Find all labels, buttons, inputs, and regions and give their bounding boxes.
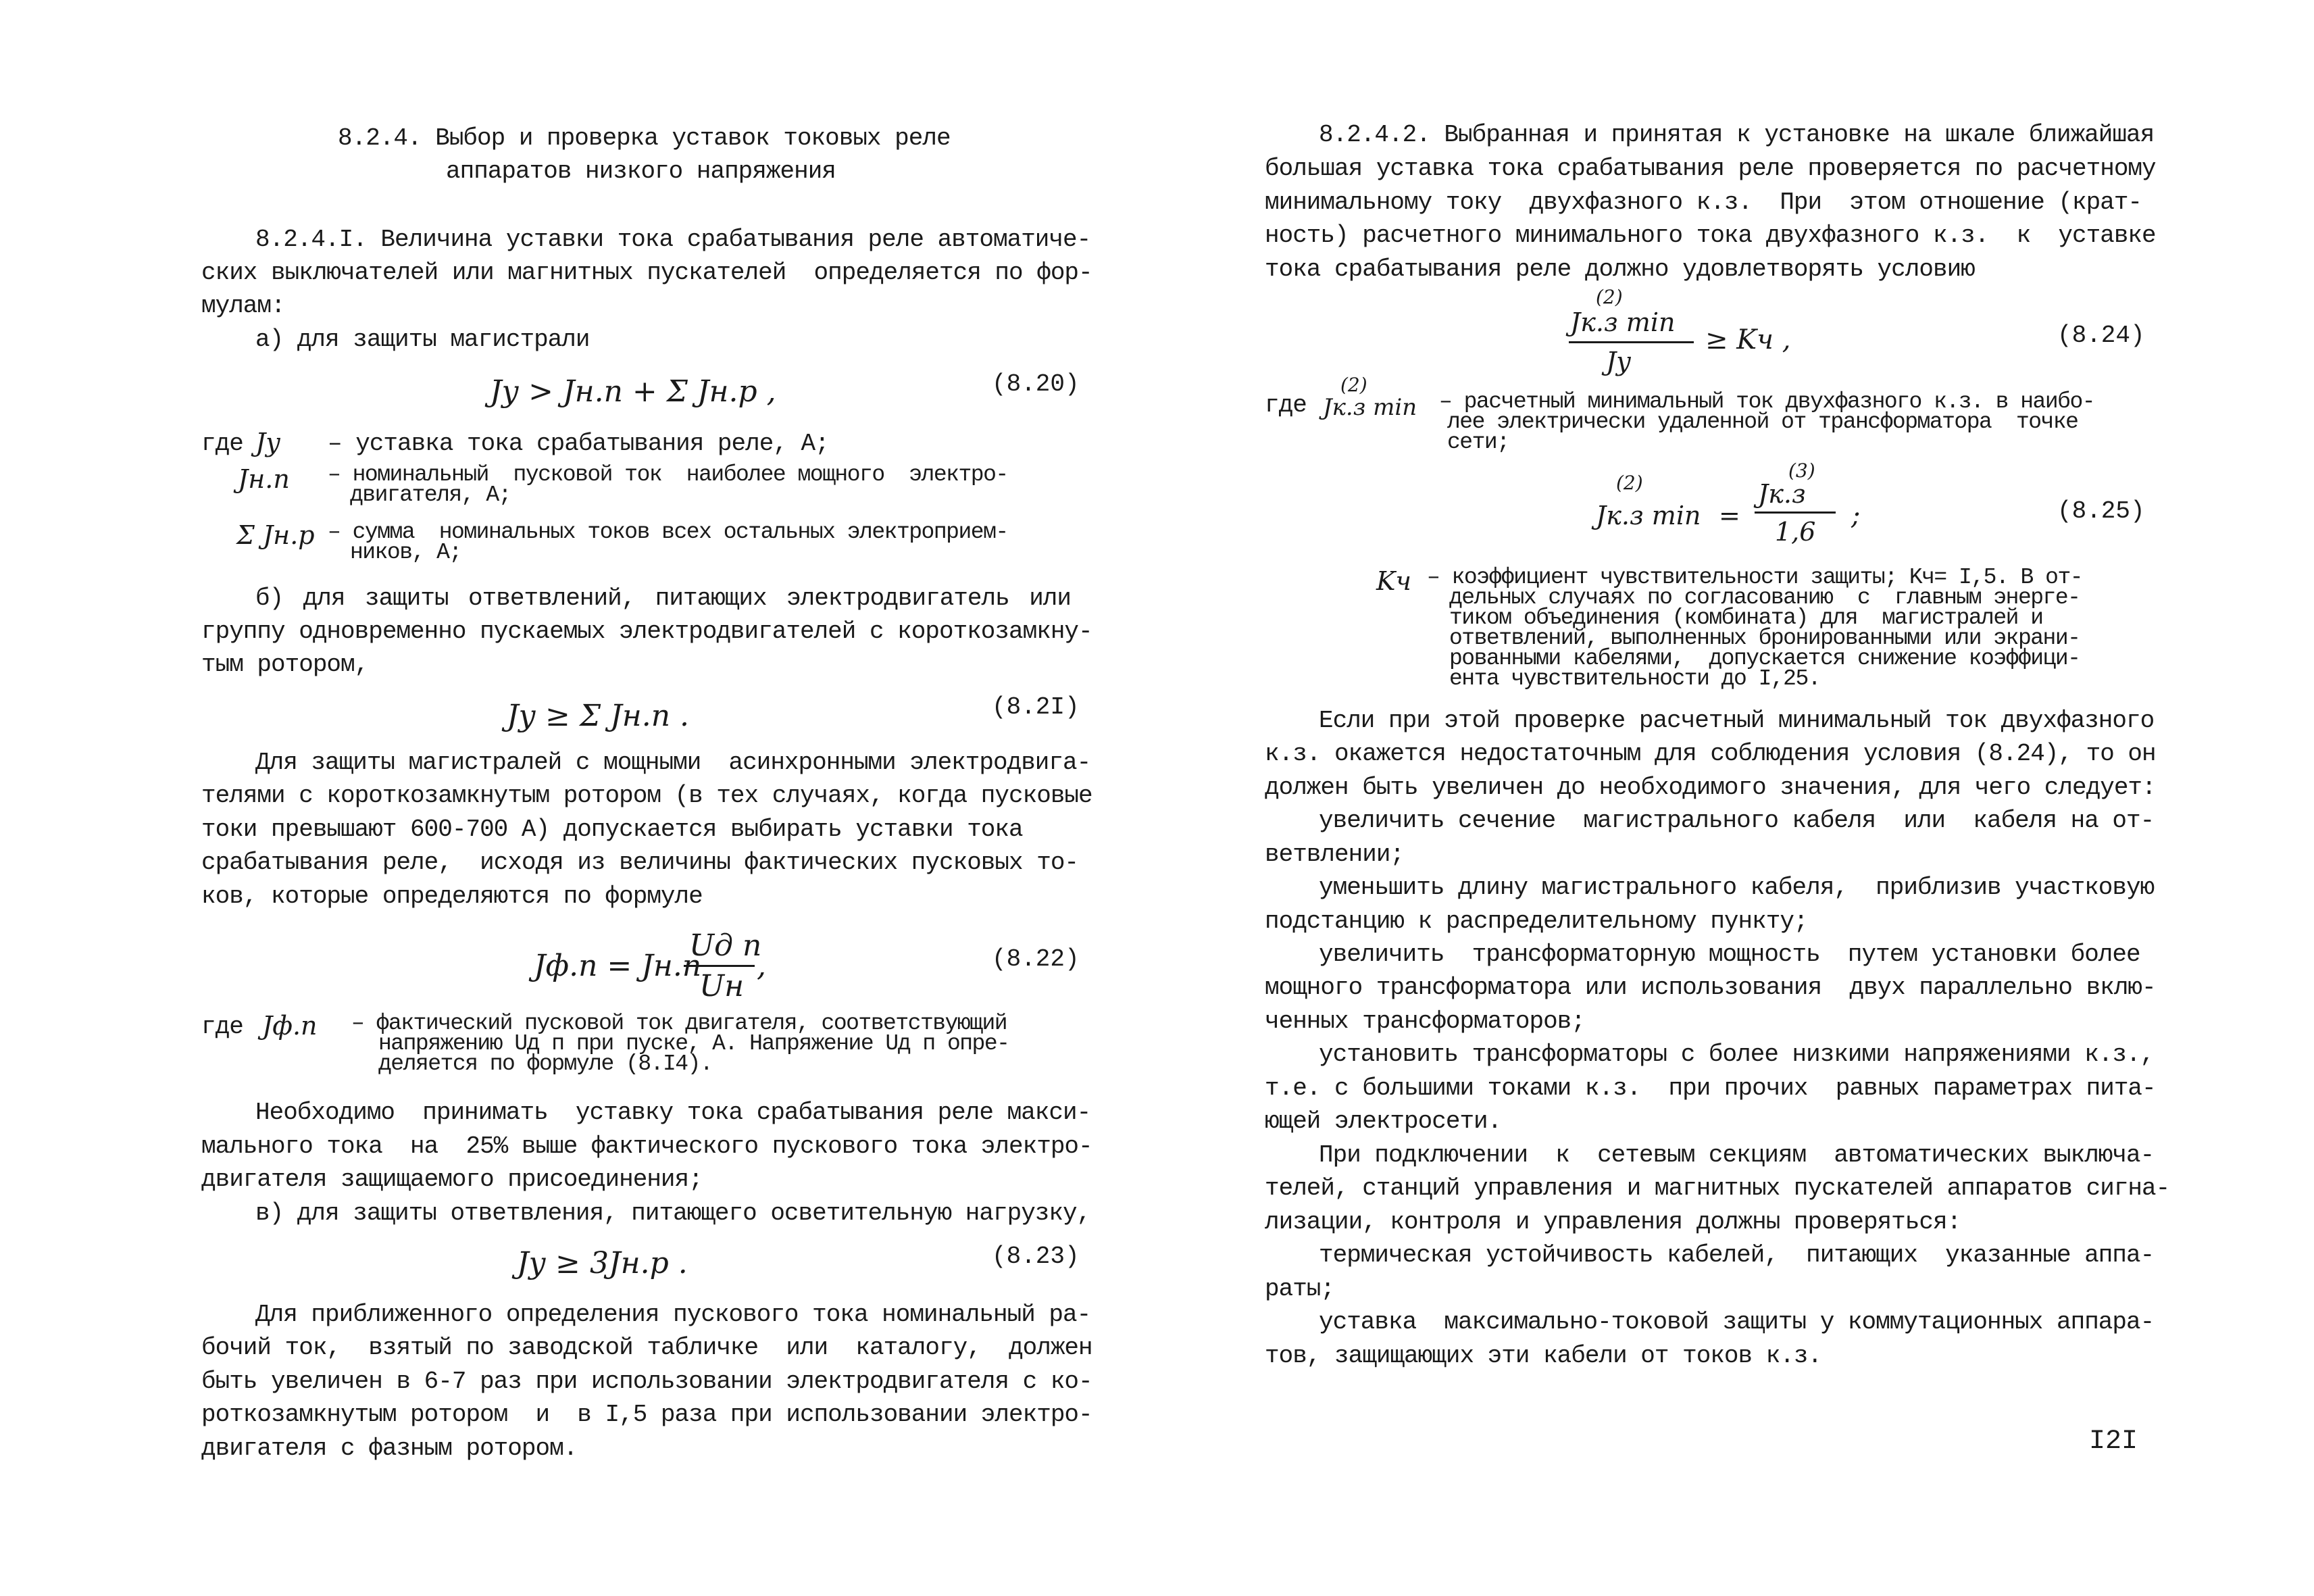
- para-2-line-1: Для защиты магистралей с мощными асинхронными электродвига-: [255, 749, 1091, 776]
- def-jfp-line-3: деляется по формуле (8.I4).: [378, 1051, 713, 1076]
- para-r6-line-1: установить трансформаторы с более низкими напряжениями к.з.,: [1319, 1041, 2155, 1068]
- para-r2-line-2: к.з. окажется недостаточным для соблюдения условия (8.24), то он: [1265, 740, 2156, 768]
- def-sum-jnr-line-2: ников, А;: [350, 540, 461, 565]
- para-r2-line-1: Если при этой проверке расчетный минимальный ток двухфазного: [1319, 707, 2155, 734]
- def-jfp-line-1: – фактический пусковой ток двигателя, соответствующий: [351, 1011, 1007, 1036]
- equation-number-8-23: (8.23): [992, 1243, 1080, 1270]
- formula-8-24-tail: ≥ Kч ,: [1705, 324, 1791, 355]
- para-r7-line-2: телей, станций управления и магнитных пускателей аппаратов сигна-: [1265, 1174, 2170, 1202]
- equation-number-8-21: (8.2I): [992, 693, 1080, 721]
- para-3-line-1: Необходимо принимать уставку тока срабатывания реле макси-: [255, 1099, 1091, 1126]
- para-4-line-4: роткозамкнутым ротором и в I,5 раза при использовании электро-: [201, 1401, 1092, 1428]
- formula-8-25-tail: ;: [1851, 500, 1861, 531]
- page-number: I2I: [2089, 1426, 2138, 1457]
- para-r2-line-3: должен быть увеличен до необходимого значения, для чего следует:: [1265, 774, 2156, 801]
- where-lead-2: где: [201, 1013, 243, 1041]
- formula-8-24-superscript: (2): [1596, 286, 1623, 308]
- item-b-line-3: тым ротором,: [201, 651, 369, 678]
- para-r8-line-2: раты;: [1265, 1275, 1335, 1303]
- equation-number-8-20: (8.20): [992, 370, 1080, 398]
- para-4-line-2: бочий ток, взятый по заводской табличке или каталогу, должен: [201, 1334, 1092, 1362]
- para-2-line-2: телями с короткозамкнутым ротором (в тех случаях, когда пусковые: [201, 782, 1092, 809]
- formula-8-25-denominator: 1,6: [1775, 517, 1816, 547]
- para-r6-line-3: ющей электросети.: [1265, 1107, 1502, 1135]
- item-a: а) для защиты магистрали: [255, 326, 590, 353]
- equation-number-8-22: (8.22): [992, 945, 1080, 973]
- para-8-2-4-2-line-2: большая уставка тока срабатывания реле проверяется по расчетному: [1265, 155, 2156, 182]
- symbol-kch: Kч: [1376, 566, 1412, 596]
- para-2-line-4: срабатывания реле, исходя из величины фактических пусковых то-: [201, 849, 1079, 876]
- symbol-jy: Jу: [255, 428, 281, 457]
- para-8-2-4-2-line-4: ность) расчетного минимального тока двухфазного к.з. к уставке: [1265, 222, 2156, 249]
- formula-8-24-numerator: Jк.з min: [1570, 307, 1676, 337]
- para-r3-line-1: увеличить сечение магистрального кабеля или кабеля на от-: [1319, 807, 2155, 834]
- def-jfp-line-2: напряжению Uд п при пуске, А. Напряжение Uд п опре-: [378, 1031, 1009, 1056]
- formula-8-25-numerator-superscript: (3): [1788, 459, 1815, 482]
- section-heading-line-2: аппаратов низкого напряжения: [446, 157, 836, 185]
- formula-8-25-lhs-superscript: (2): [1616, 472, 1643, 494]
- def-kch-line-6: ента чувствительности до I,25.: [1449, 666, 1821, 691]
- para-8-2-4-2-line-1: 8.2.4.2. Выбранная и принятая к установке на шкале ближайшая: [1319, 121, 2155, 149]
- formula-8-25-fraction-bar: [1755, 512, 1836, 514]
- formula-8-22-fraction-bar: [684, 965, 755, 967]
- item-c: в) для защиты ответвления, питающего осветительную нагрузку,: [255, 1199, 1091, 1227]
- formula-8-23: Jу ≥ 3Jн.р .: [517, 1246, 688, 1280]
- where-lead-1: где: [201, 430, 243, 457]
- para-r3-line-2: ветвлении;: [1265, 841, 1405, 868]
- def-kch-line-1: – коэффициент чувствительности защиты; Kч= I,5. В от-: [1427, 565, 2083, 590]
- para-2-line-3: токи превышают 600-700 А) допускается выбирать уставки тока: [201, 816, 1023, 843]
- formula-8-25-equals: =: [1719, 501, 1740, 530]
- para-r4-line-1: уменьшить длину магистрального кабеля, приблизив участковую: [1319, 874, 2155, 901]
- symbol-sum-jnr: Σ Jн.р: [236, 520, 315, 550]
- symbol-jkzmin-superscript: (2): [1340, 374, 1367, 396]
- def-jkzmin-line-1: – расчетный минимальный ток двухфазного к.з. в наибо-: [1439, 389, 2095, 414]
- section-heading-line-1: 8.2.4. Выбор и проверка уставок токовых реле: [338, 124, 951, 152]
- para-8-2-4-1-line-1: 8.2.4.I. Величина уставки тока срабатывания реле автоматиче-: [255, 226, 1091, 253]
- para-3-line-3: двигателя защищаемого присоединения;: [201, 1166, 703, 1193]
- para-4-line-1: Для приближенного определения пускового тока номинальный ра-: [255, 1301, 1091, 1328]
- para-3-line-2: мального тока на 25% выше фактического пускового тока электро-: [201, 1132, 1092, 1160]
- para-r9-line-2: тов, защищающих эти кабели от токов к.з.: [1265, 1342, 1822, 1370]
- def-kch-line-4: ответвлений, выполненных бронированными или экрани-: [1449, 626, 2080, 651]
- para-r5-line-2: мощного трансформатора или использования двух параллельно вклю-: [1265, 974, 2156, 1001]
- def-kch-line-5: рованными кабелями, допускается снижение коэффици-: [1449, 646, 2080, 671]
- symbol-jkzmin: Jк.з min: [1323, 394, 1417, 421]
- para-8-2-4-2-line-5: тока срабатывания реле должно удовлетворять условию: [1265, 255, 1975, 283]
- right-page: [1157, 0, 2314, 1596]
- formula-8-21: Jу ≥ Σ Jн.п .: [507, 699, 690, 733]
- def-jnp-line-1: – номинальный пусковой ток наиболее мощного электро-: [328, 462, 1008, 487]
- formula-8-20: Jу > Jн.п + Σ Jн.р ,: [490, 374, 776, 409]
- para-r7-line-3: лизации, контроля и управления должны проверяться:: [1265, 1208, 1961, 1236]
- formula-8-25-numerator: Jк.з: [1758, 479, 1806, 509]
- para-4-line-3: быть увеличен в 6-7 раз при использовании электродвигателя с ко-: [201, 1368, 1092, 1395]
- para-r6-line-2: т.е. с большими токами к.з. при прочих равных параметрах пита-: [1265, 1074, 2156, 1102]
- equation-number-8-25: (8.25): [2057, 497, 2145, 525]
- para-r9-line-1: уставка максимально-токовой защиты у коммутационных аппара-: [1319, 1308, 2155, 1336]
- para-4-line-5: двигателя с фазным ротором.: [201, 1435, 578, 1462]
- def-jkzmin-line-2: лее электрически удаленной от трансформатора точке: [1447, 409, 2078, 434]
- equation-number-8-24: (8.24): [2057, 322, 2145, 349]
- formula-8-22-denominator: Uн: [699, 969, 745, 1003]
- item-b-line-1: б) для защиты ответвлений, питающих электродвигатель или: [255, 584, 1071, 612]
- def-jnp-line-2: двигателя, А;: [350, 482, 511, 507]
- where-lead-3: где: [1265, 391, 1307, 419]
- def-kch-line-3: тиком объединения (комбината) для магистралей и: [1449, 605, 2043, 630]
- para-8-2-4-1-line-3: мулам:: [201, 292, 285, 320]
- para-2-line-5: ков, которые определяются по формуле: [201, 882, 703, 910]
- symbol-jfp: Jф.п: [262, 1011, 318, 1041]
- def-jy: – уставка тока срабатывания реле, А;: [328, 430, 829, 457]
- formula-8-24-denominator: Jу: [1606, 347, 1632, 376]
- formula-8-22-lhs: Jф.п = Jн.п: [534, 949, 702, 983]
- para-8-2-4-1-line-2: ских выключателей или магнитных пускателей определяется по фор-: [201, 259, 1092, 286]
- formula-8-24-fraction-bar: [1569, 341, 1694, 343]
- para-r5-line-1: увеличить трансформаторную мощность путем установки более: [1319, 941, 2140, 968]
- para-8-2-4-2-line-3: минимальному току двухфазного к.з. При этом отношение (крат-: [1265, 189, 2142, 216]
- formula-8-22-tail: ,: [757, 949, 766, 983]
- def-jkzmin-line-3: сети;: [1447, 430, 1509, 455]
- formula-8-22-numerator: Uд п: [689, 928, 762, 963]
- item-b-line-2: группу одновременно пускаемых электродвигателей с короткозамкну-: [201, 618, 1092, 645]
- def-kch-line-2: дельных случаях по согласованию с главным энерге-: [1449, 585, 2080, 610]
- para-r4-line-2: подстанцию к распределительному пункту;: [1265, 907, 1808, 935]
- def-sum-jnr-line-1: – сумма номинальных токов всех остальных электроприем-: [328, 520, 1008, 545]
- formula-8-25-lhs: Jк.з min: [1596, 501, 1701, 530]
- para-r5-line-3: ченных трансформаторов;: [1265, 1007, 1585, 1035]
- symbol-jnp: Jн.п: [238, 464, 290, 494]
- para-r7-line-1: При подключении к сетевым секциям автоматических выключа-: [1319, 1141, 2155, 1169]
- para-r8-line-1: термическая устойчивость кабелей, питающих указанные аппа-: [1319, 1241, 2155, 1269]
